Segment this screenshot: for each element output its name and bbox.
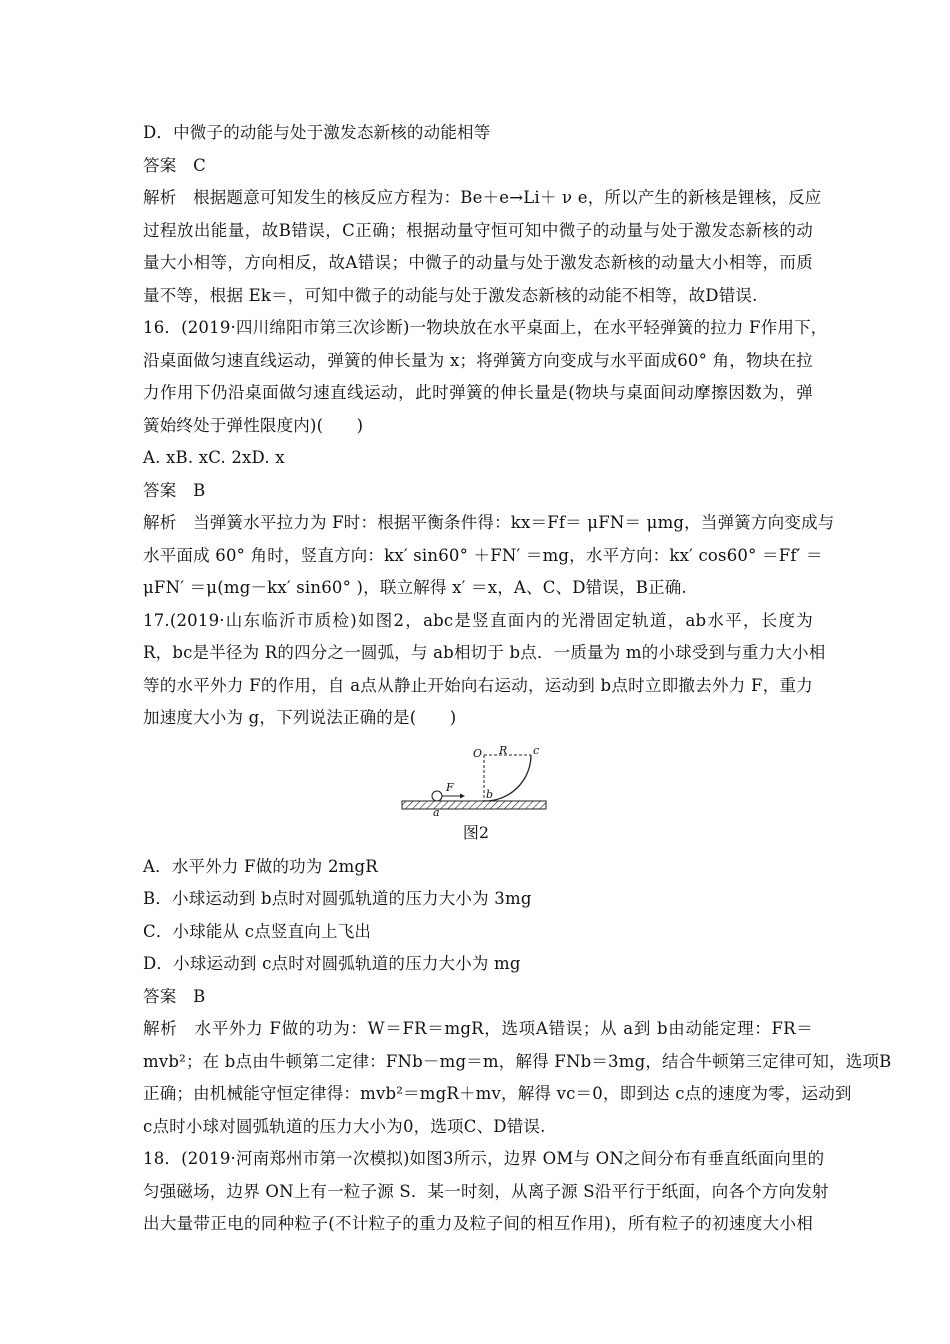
text-line: 出大量带正电的同种粒子(不计粒子的重力及粒子间的相互作用)，所有粒子的初速度大小相 (143, 1214, 813, 1233)
label-R: R (499, 743, 508, 757)
text-line: 匀强磁场，边界 ON上有一粒子源 S．某一时刻，从离子源 S沿平行于纸面，向各个方向发射 (143, 1181, 829, 1201)
ball (432, 791, 442, 801)
answer-line: 答案 C (143, 155, 206, 175)
label-a: a (433, 805, 440, 819)
option-c: C．小球能从 c点竖直向上飞出 (143, 921, 372, 941)
text-line: 量不等，根据 Ek＝，可知中微子的动能与处于激发态新核的动能不相等，故D错误. (143, 285, 758, 305)
figure-caption: 图2 (462, 822, 490, 842)
answer-line: 答案 B (143, 986, 206, 1006)
label-O: O (473, 746, 483, 760)
text-line: D．中微子的动能与处于激发态新核的动能相等 (143, 123, 491, 142)
option-a: A．水平外力 F做的功为 2mgR (143, 856, 378, 876)
text-line: 簧始终处于弹性限度内)( ) (143, 415, 364, 435)
text-line: 量大小相等，方向相反，故A错误；中微子的动量与处于激发态新核的动量大小相等，而质 (143, 253, 813, 272)
label-c: c (533, 743, 540, 757)
options-line: A. xB. xC. 2xD. x (143, 448, 285, 467)
text-line: 沿桌面做匀速直线运动，弹簧的伸长量为 x；将弹簧方向变成与水平面成60° 角，物块在拉 (143, 350, 814, 370)
answer-line: 答案 B (143, 480, 206, 500)
text-line: 解析 水平外力 F做的功为：W＝FR＝mgR，选项A错误；从 a到 b由动能定理：FR＝ (143, 1019, 813, 1038)
ground-hatch (402, 801, 546, 809)
text-line: R，bc是半径为 R的四分之一圆弧，与 ab相切于 b点．一质量为 m的小球受到与重力大小相 (143, 643, 826, 662)
option-d: D．小球运动到 c点时对圆弧轨道的压力大小为 mg (143, 954, 521, 973)
question-18-line: 18．(2019·河南郑州市第一次模拟)如图3所示，边界 OM与 ON之间分布有垂直纸面向里的 (143, 1149, 825, 1168)
text-line: 解析 根据题意可知发生的核反应方程为：Be＋e→Li＋ ν e，所以产生的新核是锂核，反应 (143, 188, 822, 207)
label-F: F (446, 780, 454, 794)
text-line: mvb²；在 b点由牛顿第二定律：FNb－mg＝m，解得 FNb＝3mg，结合牛顿第三定律可知，选项B (143, 1051, 892, 1071)
text-line: 力作用下仍沿桌面做匀速直线运动，此时弹簧的伸长量是(物块与桌面间动摩擦因数为，弹 (143, 383, 813, 402)
question-16-line: 16．(2019·四川绵阳市第三次诊断)一物块放在水平桌面上，在水平轻弹簧的拉力 F作用下， (143, 318, 828, 337)
text-line: 等的水平外力 F的作用，自 a点从静止开始向右运动，运动到 b点时立即撤去外力 F，重力 (143, 675, 813, 695)
text-line: 解析 当弹簧水平拉力为 F时：根据平衡条件得：kx＝Ff＝ μFN＝ μmg，当弹簧方向变成与 (143, 513, 835, 532)
force-arrowhead (460, 793, 465, 798)
text-line: 过程放出能量，故B错误，C正确；根据动量守恒可知中微子的动量与处于激发态新核的动 (143, 220, 813, 240)
document-page (143, 117, 892, 1241)
text-line: 水平面成 60° 角时，竖直方向：kx′ sin60° ＋FN′ ＝mg，水平方向：kx′ cos60° ＝Ff′ ＝ (143, 545, 823, 565)
question-17-line: 17.(2019·山东临沂市质检)如图2，abc是竖直面内的光滑固定轨道，ab水平，长度为 (143, 610, 813, 630)
track-diagram (400, 743, 550, 817)
label-b: b (486, 787, 494, 801)
option-b: B．小球运动到 b点时对圆弧轨道的压力大小为 3mg (143, 889, 532, 908)
text-line: c点时小球对圆弧轨道的压力大小为0，选项C、D错误. (143, 1116, 546, 1136)
figure-2 (143, 743, 813, 817)
text-line: μFN′ ＝μ(mg－kx′ sin60° )，联立解得 x′ ＝x，A、C、D错误，B正确. (143, 578, 687, 597)
text-line: 加速度大小为 g，下列说法正确的是( ) (143, 708, 457, 727)
text-line: 正确；由机械能守恒定律得：mvb²＝mgR＋mv，解得 vc＝0，即到达 c点的速度为零，运动到 (143, 1084, 852, 1103)
